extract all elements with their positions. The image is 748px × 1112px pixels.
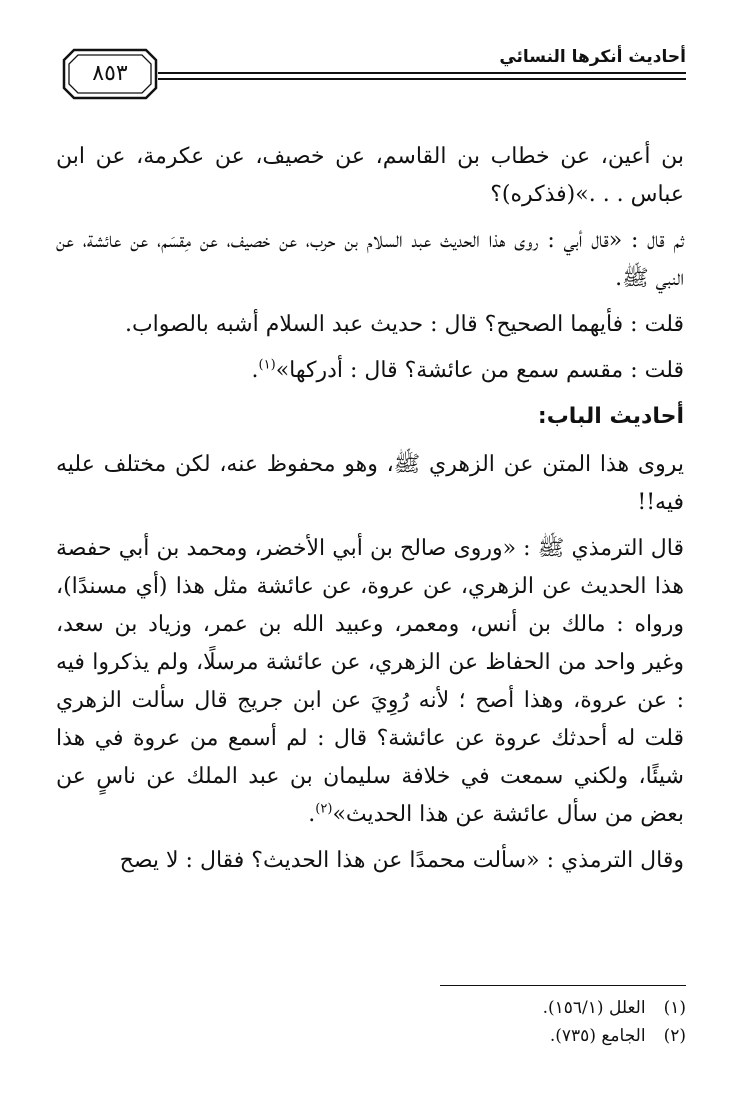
paragraph (56, 530, 684, 834)
footnote-ref: (١) (258, 357, 276, 373)
paragraph-text: قال الترمذي ﷺ : «وروى صالح بن أبي الأخضر، ومحمد بن أبي حفصة هذا الحديث عن الزهري، عن عروة، عن عائشة مثل هذا (أي مسندًا)، ورواه : مالك بن أنس، ومعمر، وعبيد الله بن عمر، وزياد بن سعد، وغير واحد من الحفاظ عن الزهري، عن عائشة مرسلًا، ولم يذكروا فيه : عن عروة، وهذا أصح ؛ لأنه رُوِيَ عن ابن جريج قال سألت الزهري قلت له أحدثك عروة عن عائشة؟ قال : لم أسمع من عروة في هذا شيئًا، ولكني سمعت في خلافة سليمان بن عبد الملك عن ناسٍ عن بعض من سأل عائشة عن هذا الحديث» (56, 536, 684, 827)
footnote (300, 1022, 686, 1050)
footnote-number: (١) (663, 998, 686, 1018)
header-rule-bottom (158, 78, 686, 80)
footnote-number: (٢) (663, 1026, 686, 1046)
footnote-ref: (٢) (315, 801, 333, 817)
running-title: أحاديث أنكرها النسائي (499, 47, 686, 67)
page-body (56, 138, 684, 888)
paragraph (56, 352, 684, 390)
footnote-separator (440, 985, 686, 986)
paragraph: قلت : فأيهما الصحيح؟ قال : حديث عبد السلام أشبه بالصواب. (124, 312, 684, 337)
paragraph: بن أعين، عن خطاب بن القاسم، عن خصيف، عن عكرمة، عن ابن عباس . . .»(فذكره)؟ (56, 144, 684, 207)
paragraph-end: . (308, 802, 316, 827)
header-rule-top (158, 72, 686, 74)
paragraph: وقال الترمذي : «سألت محمدًا عن هذا الحديث؟ فقال : لا يصح (119, 848, 684, 873)
page-header (62, 44, 686, 104)
page-number-badge (62, 48, 158, 100)
page-number: ٨٥٣ (92, 61, 128, 86)
footnote (300, 994, 686, 1022)
paragraph: يروى هذا المتن عن الزهري ﷺ، وهو محفوظ عنه، لكن مختلف عليه فيه!! (56, 452, 684, 515)
paragraph-end: . (251, 358, 259, 383)
footnote-text: الجامع (٧٣٥). (549, 1026, 646, 1046)
paragraph-text: قلت : مقسم سمع من عائشة؟ قال : أدركها» (275, 358, 684, 383)
paragraph: ثم قال : «قال أبي : روى هذا الحديث عبد السلام بن حرب، عن خصيف، عن مِقسَم، عن عائشة، عن النبي ﷺ. (56, 228, 684, 291)
footnotes (300, 994, 686, 1050)
footnote-text: العلل (١٥٦/١). (542, 998, 646, 1018)
section-heading: أحاديث الباب: (537, 404, 684, 429)
